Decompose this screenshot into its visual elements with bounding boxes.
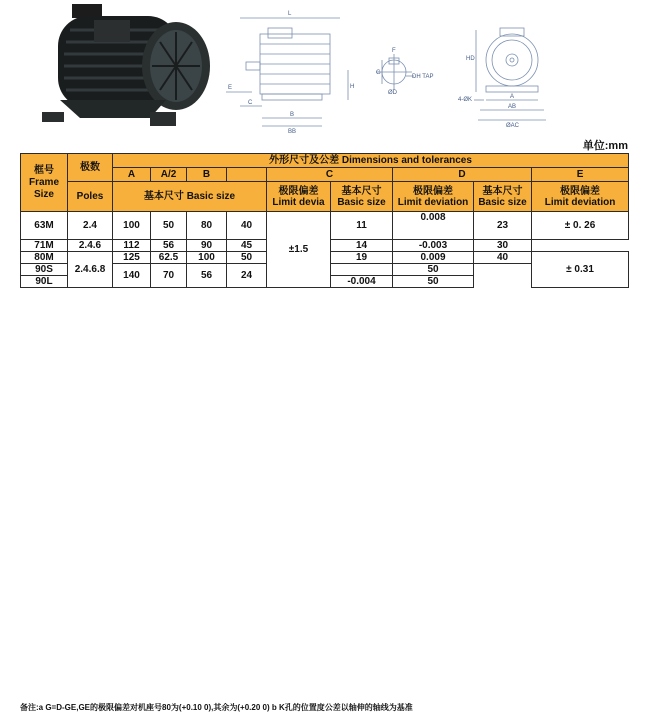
col-d-header: D bbox=[393, 168, 532, 182]
frame-cell: 71M bbox=[21, 240, 68, 252]
basic-size-header: 基本尺寸 Basic size bbox=[113, 182, 267, 212]
a2-cell: 56 bbox=[151, 240, 187, 252]
c-cell: 45 bbox=[227, 240, 267, 252]
frame-cell: 63M bbox=[21, 212, 68, 240]
col-a-header: A bbox=[113, 168, 151, 182]
e-tol-cell: ± 0.31 bbox=[532, 252, 629, 288]
d-limit-en: Limit deviation bbox=[397, 196, 469, 208]
b-cell: 80 bbox=[187, 212, 227, 240]
d-tol-cell: -0.004 bbox=[331, 276, 393, 288]
c-limit-en: Limit devia bbox=[272, 196, 325, 208]
poles-cell: 2.4.6 bbox=[68, 240, 113, 252]
a-cell: 100 bbox=[113, 212, 151, 240]
d-tol-cell: 0.009 bbox=[393, 252, 474, 264]
d-cell: 11 bbox=[331, 212, 393, 240]
a-cell: 140 bbox=[113, 264, 151, 288]
shaft-end-drawing bbox=[376, 54, 414, 90]
d-tol-cell bbox=[331, 264, 393, 276]
a-cell: 112 bbox=[113, 240, 151, 252]
d-tol-cell: 0.008 bbox=[393, 212, 474, 240]
frame-cell: 90L bbox=[21, 276, 68, 288]
c-tol-cell: ±1.5 bbox=[267, 212, 331, 288]
dimensions-table bbox=[20, 153, 629, 288]
dim-l-label: L bbox=[288, 11, 292, 17]
d-cell: 19 bbox=[331, 252, 393, 264]
a-cell: 125 bbox=[113, 252, 151, 264]
e-tol-cell: ± 0. 26 bbox=[532, 212, 629, 240]
e-basic-en: Basic size bbox=[478, 196, 527, 208]
b-cell: 100 bbox=[187, 252, 227, 264]
c-limit-header bbox=[267, 182, 331, 212]
drawings-svg bbox=[0, 0, 650, 140]
d-basic-en: Basic size bbox=[337, 196, 386, 208]
a2-cell: 50 bbox=[151, 212, 187, 240]
e-basic-zh: 基本尺寸 bbox=[482, 185, 523, 197]
dim-f-label: F bbox=[392, 48, 396, 54]
d-tol-cell: -0.003 bbox=[393, 240, 474, 252]
a2-cell: 62.5 bbox=[151, 252, 187, 264]
side-view-drawing bbox=[226, 18, 348, 126]
d-cell: 24 bbox=[227, 264, 267, 288]
e-cell: 40 bbox=[474, 252, 532, 264]
col-c-spacer bbox=[227, 168, 267, 182]
dim-h-label: H bbox=[350, 84, 355, 90]
dim-g-label: G bbox=[376, 70, 381, 76]
frame-header-en2: Size bbox=[33, 188, 54, 200]
e-basic-header bbox=[474, 182, 532, 212]
d-cell: 14 bbox=[331, 240, 393, 252]
poles-header-zh: 极数 bbox=[68, 154, 113, 182]
technical-drawings bbox=[0, 0, 650, 140]
frame-cell: 90S bbox=[21, 264, 68, 276]
d-limit-header bbox=[393, 182, 474, 212]
col-c-header: C bbox=[267, 168, 393, 182]
d-basic-header bbox=[331, 182, 393, 212]
d-basic-zh: 基本尺寸 bbox=[341, 185, 382, 197]
col-b-header: B bbox=[187, 168, 227, 182]
c-cell: 40 bbox=[227, 212, 267, 240]
dim-tap-label: DH TAP bbox=[412, 74, 434, 80]
frame-cell: 80M bbox=[21, 252, 68, 264]
dimensions-group-header: 外形尺寸及公差 Dimensions and tolerances bbox=[113, 154, 629, 168]
poles-header-en: Poles bbox=[68, 182, 113, 212]
c-limit-zh: 极限偏差 bbox=[278, 185, 319, 197]
dim-ac-label: ØAC bbox=[506, 123, 520, 129]
dim-k-label: 4-ØK bbox=[458, 97, 473, 103]
d-limit-zh: 极限偏差 bbox=[413, 185, 453, 197]
col-a2-header: A/2 bbox=[151, 168, 187, 182]
footnote: 备注:a G=D-GE,GE的极限偏差对机座号80为(+0.10 0),其余为(+0.20 0) b K孔的位置度公差以轴伸的轴线为基准 bbox=[20, 703, 413, 712]
e-limit-header bbox=[532, 182, 629, 212]
poles-cell: 2.4 bbox=[68, 212, 113, 240]
e-cell: 50 bbox=[393, 276, 474, 288]
frame-size-header bbox=[21, 154, 68, 212]
e-cell: 30 bbox=[474, 240, 532, 252]
e-limit-en: Limit deviation bbox=[544, 196, 616, 208]
dim-bb-label: BB bbox=[288, 129, 297, 135]
e-cell: 50 bbox=[393, 264, 474, 276]
e-limit-zh: 极限偏差 bbox=[560, 185, 601, 197]
col-e-header: E bbox=[532, 168, 629, 182]
dim-e-label: E bbox=[228, 85, 233, 91]
dim-d-label: ØD bbox=[388, 90, 397, 96]
frame-header-zh: 框号 bbox=[34, 164, 54, 176]
b-cell: 90 bbox=[187, 240, 227, 252]
frame-header-en1: Frame bbox=[28, 176, 59, 188]
dim-b-label: B bbox=[290, 112, 295, 118]
e-cell: 23 bbox=[474, 212, 532, 240]
dim-hd-label: HD bbox=[466, 56, 475, 62]
unit-label: 单位:mm bbox=[582, 140, 628, 152]
a2-cell: 70 bbox=[151, 264, 187, 288]
dim-ab-label: AB bbox=[508, 104, 517, 110]
c-cell: 56 bbox=[187, 264, 227, 288]
motor-photo bbox=[40, 4, 210, 134]
dim-c-label: C bbox=[248, 100, 253, 106]
poles-cell: 2.4.6.8 bbox=[68, 252, 113, 288]
dim-a-label: A bbox=[510, 94, 515, 100]
c-cell: 50 bbox=[227, 252, 267, 264]
